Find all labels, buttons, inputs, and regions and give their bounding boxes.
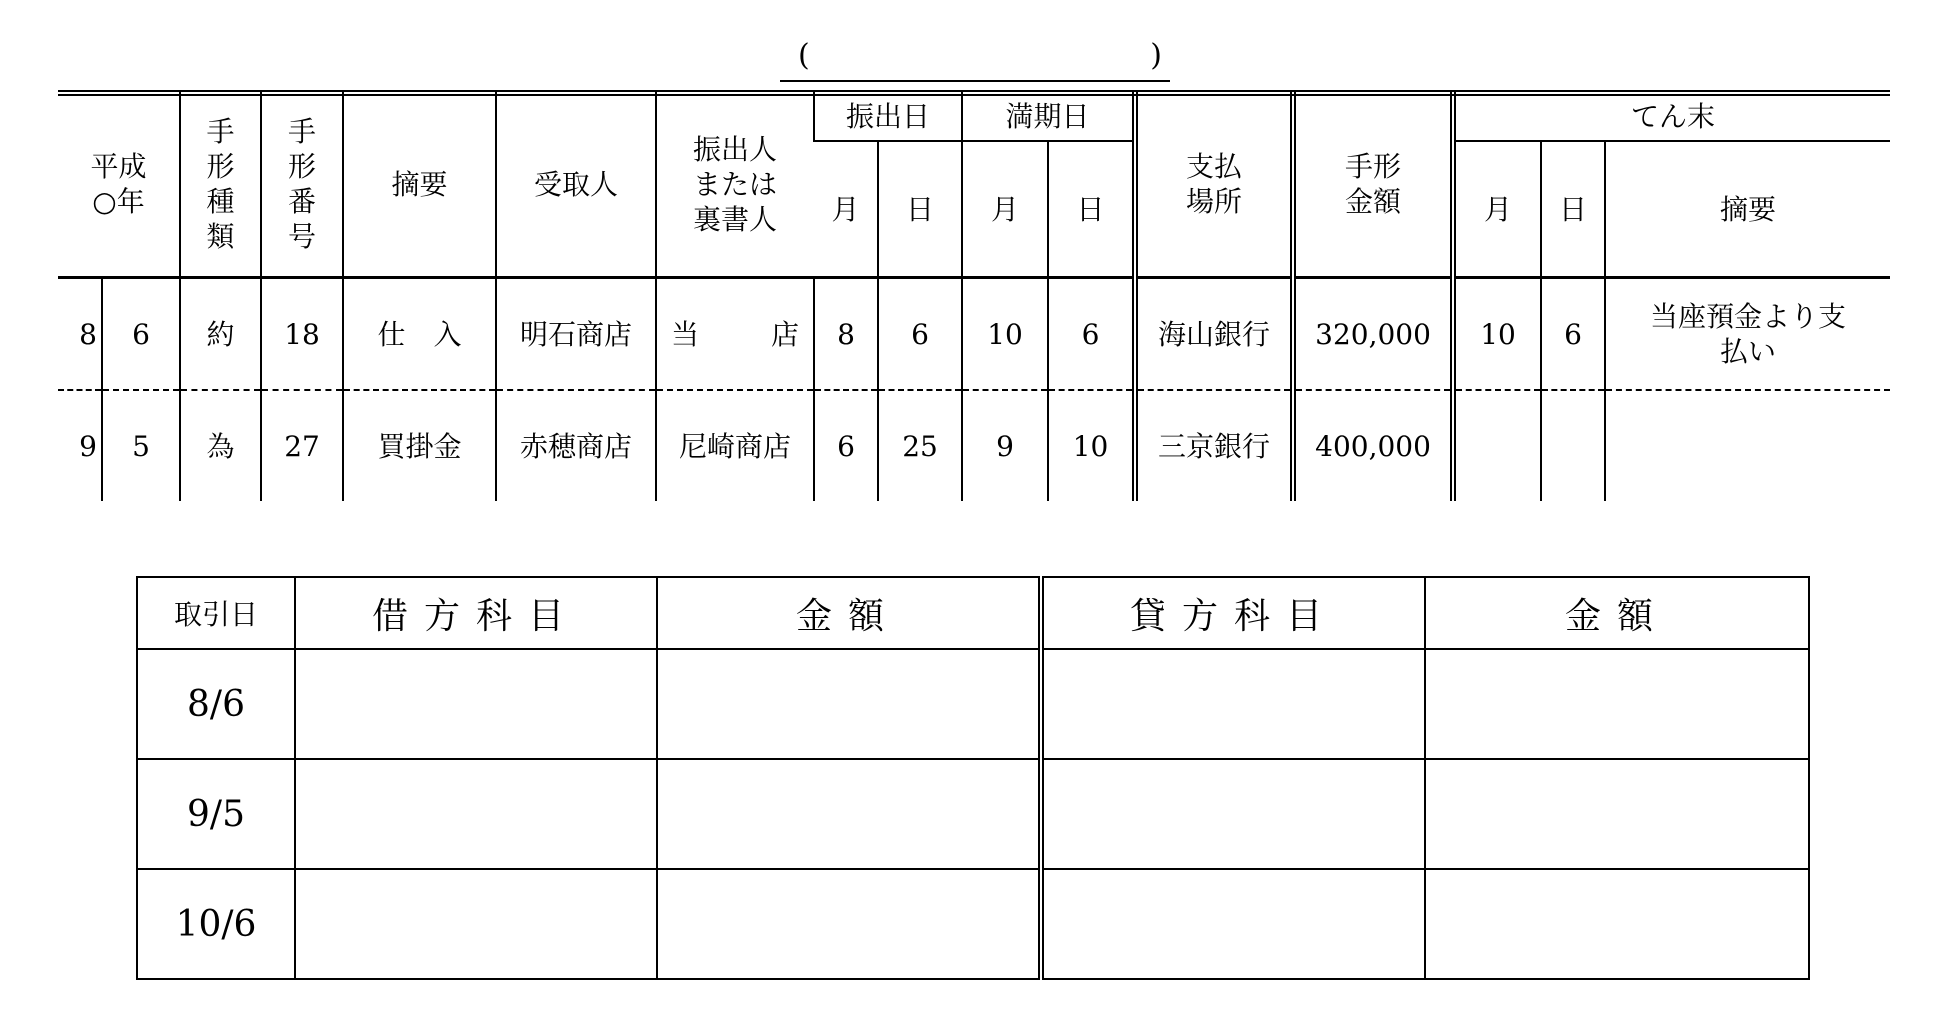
row-disp-day: 6 (1541, 278, 1605, 391)
journal-header-credit-account: 貸方科目 (1041, 577, 1425, 649)
row-amount: 320,000 (1293, 278, 1453, 391)
credit-account-input[interactable] (1041, 869, 1425, 979)
table-row (58, 390, 1890, 501)
row-disp-month: 10 (1453, 278, 1541, 391)
credit-amount-input[interactable] (1425, 759, 1809, 869)
row-disp-month[interactable] (1453, 390, 1541, 501)
header-maturity-day: 日 (1048, 141, 1135, 278)
header-amount: 手形 金額 (1293, 92, 1453, 278)
header-pay-place: 支払 場所 (1135, 92, 1293, 278)
header-note-number: 手 形 番 号 (261, 92, 343, 278)
row-drawer: 当 店 (656, 278, 814, 391)
row-month: 9 (79, 429, 97, 463)
header-issue-day: 日 (878, 141, 962, 278)
journal-header-credit-amount: 金額 (1425, 577, 1809, 649)
journal-header-date: 取引日 (137, 577, 295, 649)
row-issue-day: 25 (878, 390, 962, 501)
row-disp-summary: 当座預金より支 払い (1605, 278, 1890, 391)
header-issue-month: 月 (814, 141, 878, 278)
title-open-paren: ( (798, 38, 810, 73)
row-number: 27 (261, 390, 343, 501)
header-note-type: 手 形 種 類 (180, 92, 261, 278)
row-pay-place: 海山銀行 (1135, 278, 1293, 391)
row-issue-month: 6 (814, 390, 878, 501)
row-number: 18 (261, 278, 343, 391)
row-issue-day: 6 (878, 278, 962, 391)
journal-header-debit-amount: 金額 (657, 577, 1041, 649)
row-summary: 仕 入 (343, 278, 496, 391)
journal-date: 9/5 (137, 759, 295, 869)
row-maturity-day: 6 (1048, 278, 1135, 391)
debit-account-input[interactable] (295, 869, 657, 979)
row-payee: 赤穂商店 (496, 390, 656, 501)
row-day: 5 (102, 390, 180, 501)
row-disp-day[interactable] (1541, 390, 1605, 501)
header-summary: 摘要 (343, 92, 496, 278)
header-disp-month: 月 (1453, 141, 1541, 278)
header-disp-day: 日 (1541, 141, 1605, 278)
table-row (58, 278, 1890, 391)
row-day: 6 (102, 278, 180, 391)
row-payee: 明石商店 (496, 278, 656, 391)
credit-account-input[interactable] (1041, 649, 1425, 759)
row-disp-summary[interactable] (1605, 390, 1890, 501)
row-maturity-month: 10 (962, 278, 1048, 391)
row-amount: 400,000 (1293, 390, 1453, 501)
row-type: 約 (180, 278, 261, 391)
credit-amount-input[interactable] (1425, 869, 1809, 979)
debit-amount-input[interactable] (657, 869, 1041, 979)
debit-account-input[interactable] (295, 759, 657, 869)
row-drawer: 尼崎商店 (656, 390, 814, 501)
row-pay-place: 三京銀行 (1135, 390, 1293, 501)
debit-account-input[interactable] (295, 649, 657, 759)
journal-header-debit-account: 借方科目 (295, 577, 657, 649)
row-type: 為 (180, 390, 261, 501)
title-blank[interactable] (780, 80, 1170, 82)
journal-entry-table (136, 576, 1810, 980)
row-maturity-day: 10 (1048, 390, 1135, 501)
ledger-title (780, 38, 1170, 86)
header-drawer: 振出人 または 裏書人 (656, 92, 814, 278)
header-disposition: てん末 (1453, 92, 1890, 141)
row-maturity-month: 9 (962, 390, 1048, 501)
header-payee: 受取人 (496, 92, 656, 278)
header-disp-summary: 摘要 (1605, 141, 1890, 278)
row-month: 8 (58, 278, 102, 391)
row-issue-month: 8 (814, 278, 878, 391)
journal-date: 10/6 (137, 869, 295, 979)
table-row (137, 649, 1809, 759)
header-maturity-month: 月 (962, 141, 1048, 278)
credit-amount-input[interactable] (1425, 649, 1809, 759)
debit-amount-input[interactable] (657, 759, 1041, 869)
table-row (137, 869, 1809, 979)
notes-ledger-table (58, 92, 1890, 501)
table-row (137, 759, 1809, 869)
title-close-paren: ) (1150, 38, 1162, 73)
header-maturity-date: 満期日 (962, 92, 1135, 141)
debit-amount-input[interactable] (657, 649, 1041, 759)
row-summary: 買掛金 (343, 390, 496, 501)
header-year: 平成 ○年 (58, 92, 180, 278)
credit-account-input[interactable] (1041, 759, 1425, 869)
journal-date: 8/6 (137, 649, 295, 759)
header-issue-date: 振出日 (814, 92, 962, 141)
